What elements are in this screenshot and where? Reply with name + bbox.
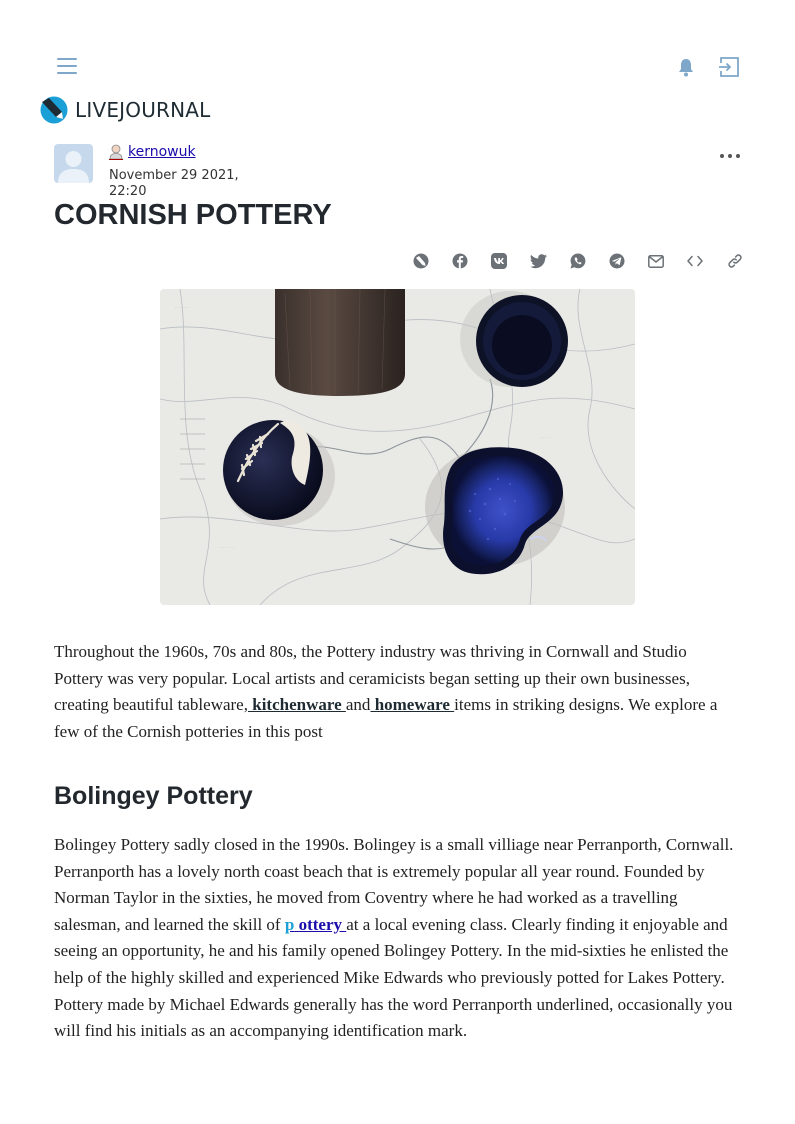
homeware-link[interactable]: homeware bbox=[370, 695, 455, 715]
bolingey-text-start: Bolingey Pottery sadly closed in the 1990s. Bolingey is a small villiage near Perranporth, Cornwall. Perranporth has a lovely north coast beach that is extremely popular all year round. Founded by Norman Taylor in the sixties, he moved from Coventry where he had worked as a travelling salesman, and learned the skill of bbox=[54, 835, 734, 934]
email-icon[interactable] bbox=[645, 250, 667, 272]
facebook-icon[interactable] bbox=[449, 250, 471, 272]
twitter-icon[interactable] bbox=[528, 250, 550, 272]
bell-icon[interactable] bbox=[676, 57, 696, 77]
post-date-line1: November 29 2021, bbox=[109, 168, 239, 183]
post-author-block bbox=[54, 144, 754, 200]
intro-text-and: and bbox=[345, 695, 371, 715]
pottery-link-rest: ottery bbox=[294, 914, 347, 934]
menu-icon[interactable] bbox=[57, 58, 77, 76]
vk-icon[interactable] bbox=[488, 250, 510, 272]
intro-paragraph bbox=[54, 639, 734, 745]
more-options-icon[interactable] bbox=[720, 152, 740, 160]
user-icon bbox=[109, 144, 123, 160]
intro-text-start: Throughout the 1960s, 70s and 80s, the Pottery industry was thriving in Cornwall and Studio Pottery was very popular. Local artists and ceramicists began setting up their own businesses, creating beautiful tableware, bbox=[54, 642, 690, 715]
pottery-link[interactable] bbox=[285, 915, 346, 934]
link-icon[interactable] bbox=[724, 250, 746, 272]
embed-icon[interactable] bbox=[684, 250, 706, 272]
author-link[interactable]: kernowuk bbox=[128, 144, 196, 160]
avatar[interactable] bbox=[54, 144, 93, 183]
pottery-link-first-letter: p bbox=[284, 914, 295, 934]
whatsapp-icon[interactable] bbox=[567, 250, 589, 272]
logo-text: LIVEJOURNAL bbox=[75, 98, 211, 122]
intro-text-end: items in striking designs. We explore a few of the Cornish potteries in this post bbox=[54, 695, 718, 741]
livejournal-share-icon[interactable] bbox=[410, 250, 432, 272]
livejournal-logo[interactable] bbox=[40, 96, 211, 124]
post-date-line2: 22:20 bbox=[109, 184, 147, 199]
pottery-photo bbox=[160, 289, 635, 605]
telegram-icon[interactable] bbox=[606, 250, 628, 272]
user-line bbox=[109, 144, 196, 160]
section-heading-bolingey: Bolingey Pottery bbox=[54, 782, 253, 810]
svg-text:· · · · ·: · · · · · bbox=[175, 305, 189, 311]
bolingey-paragraph bbox=[54, 832, 734, 1045]
svg-text:· · · ·: · · · · bbox=[540, 435, 551, 441]
share-bar bbox=[410, 250, 763, 272]
post-date bbox=[109, 168, 259, 200]
kitchenware-link[interactable]: kitchenware bbox=[247, 695, 346, 715]
livejournal-logo-icon bbox=[40, 96, 68, 124]
bolingey-text-end: at a local evening class. Clearly finding it enjoyable and seeing an opportunity, he and his family opened Bolingey Pottery. In the mid-sixties he enlisted the help of the highly skilled and experienced Mike Edwards who previously potted for Lakes Pottery. Pottery made by Michael Edwards generally has the word Perranporth underlined, occasionally you will find his initials as an accompanying identification mark. bbox=[54, 914, 733, 1041]
post-title: CORNISH POTTERY bbox=[54, 199, 332, 231]
login-icon[interactable] bbox=[718, 57, 740, 77]
svg-text:· · · · ·: · · · · · bbox=[220, 545, 234, 551]
